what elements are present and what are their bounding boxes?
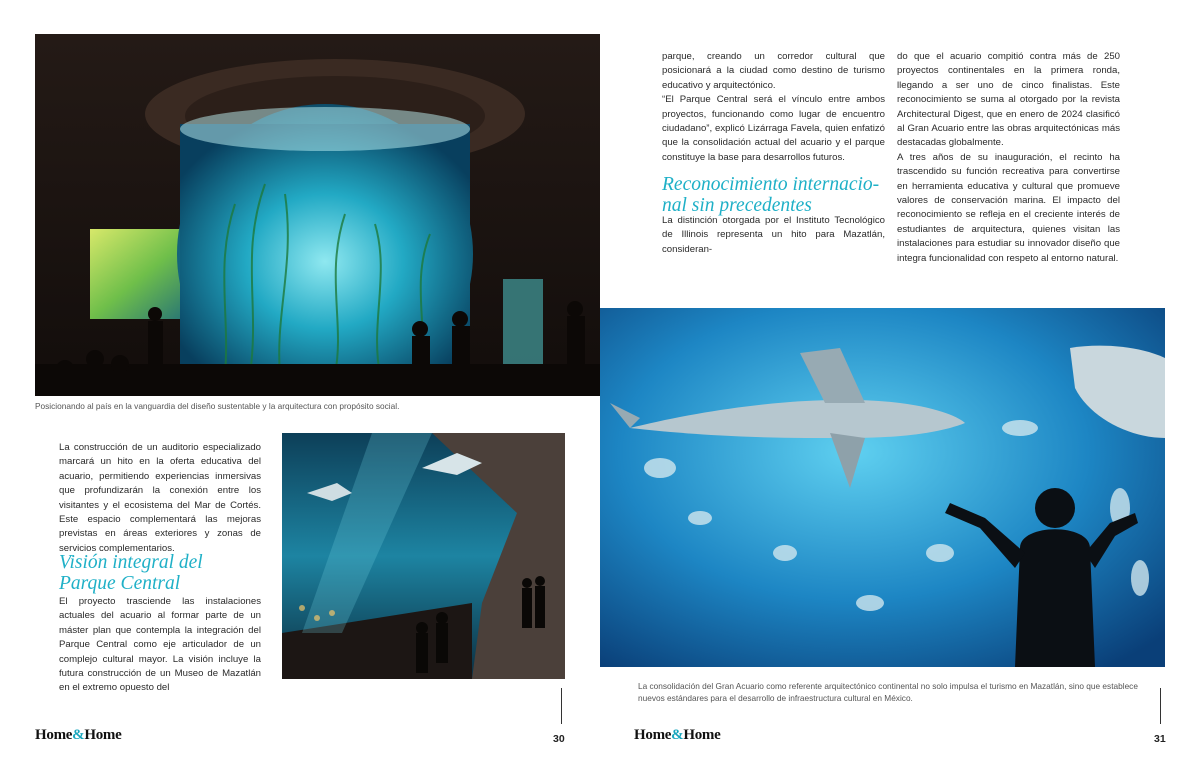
photo-caption-large: La consolidación del Gran Acuario como referente arquitectónico continental no solo impulsa el turismo en Mazatlán, sino que establece nuevos estándares para el desarrollo de infraestructura cultural en México.	[638, 681, 1138, 703]
brand-word: Home	[35, 727, 73, 743]
photo-caption-top: Posicionando al país en la vanguardia del diseño sustentable y la arquitectura con propósito social.	[35, 401, 400, 411]
heading-line: Reconocimiento internacio-	[662, 174, 880, 195]
section-heading-vision	[59, 552, 269, 594]
paragraph: parque, creando un corredor cultural que posicionará a la ciudad como destino de turismo educativo y arquitectónico.	[662, 51, 885, 91]
page-number-right: 31	[1154, 733, 1166, 745]
brand-word: Home	[84, 727, 122, 743]
brand-amp: &	[671, 727, 684, 743]
brand-amp: &	[72, 727, 85, 743]
right-column-2	[897, 50, 1120, 266]
heading-line: nal sin precedentes	[662, 195, 812, 216]
brand-logo-left	[35, 727, 121, 744]
paragraph: A tres años de su inauguración, el recinto ha trascendido su función recreativa para convertirse en herramienta educativa y cultural que promueve valores de conservación marina. El impacto del reconocimiento se refleja en el creciente interés de estudiantes de arquitectura, quienes visitan las instalaciones para estudiar su innovador diseño que integra funcionalidad con respeto al entorno natural.	[897, 151, 1120, 264]
section-heading-recognition	[662, 174, 892, 216]
brand-word: Home	[683, 727, 721, 743]
section-paragraph-recognition: La distinción otorgada por el Instituto Tecnológico de Illinois representa un hito para Mazatlán, consideran-	[662, 215, 885, 255]
divider-line	[1160, 688, 1161, 724]
photo-child-shark-aquarium	[600, 308, 1165, 667]
paragraph: do que el acuario compitió contra más de 250 proyectos continentales en la primera ronda, llegando a ser uno de cinco finalistas. Este reconocimiento se suma al otorgado por la revista Architectural Digest, que en enero de 2024 clasificó al Gran Acuario entre las obras arquitectónicas más destacadas globalmente.	[897, 51, 1120, 149]
photo-aquarium-tunnel	[282, 433, 565, 679]
divider-line	[561, 688, 562, 724]
heading-line: Visión integral del	[59, 552, 203, 573]
photo-aquarium-cylinder	[35, 34, 600, 396]
paragraph: “El Parque Central será el vínculo entre ambos proyectos, funcionando como lugar de encuentro ciudadano”, explicó Lizárraga Favela, quien enfatizó que la consolidación actual del acuario y el parque constituye la base para desarrollos futuros.	[662, 94, 885, 163]
section-paragraph-vision: El proyecto trasciende las instalaciones actuales del acuario al formar parte de un máster plan que contempla la integración del Parque Central como eje articulador de un complejo cultural mayor. La visión incluye la futura construcción de un Museo de Mazatlán en el extremo opuesto del	[59, 596, 261, 694]
brand-word: Home	[634, 727, 672, 743]
intro-paragraph: La construcción de un auditorio especializado marcará un hito en la oferta educativa del acuario, permitiendo experiencias inmersivas que profundizarán la conexión entre los visitantes y el ecosistema del Mar de Cortés. Este espacio complementará las mejoras previstas en áreas exteriores y zonas de servicios complementarios.	[59, 442, 261, 554]
right-column-1	[662, 50, 885, 165]
brand-logo-right	[634, 727, 720, 744]
page-number-left: 30	[553, 733, 565, 745]
heading-line: Parque Central	[59, 573, 181, 594]
